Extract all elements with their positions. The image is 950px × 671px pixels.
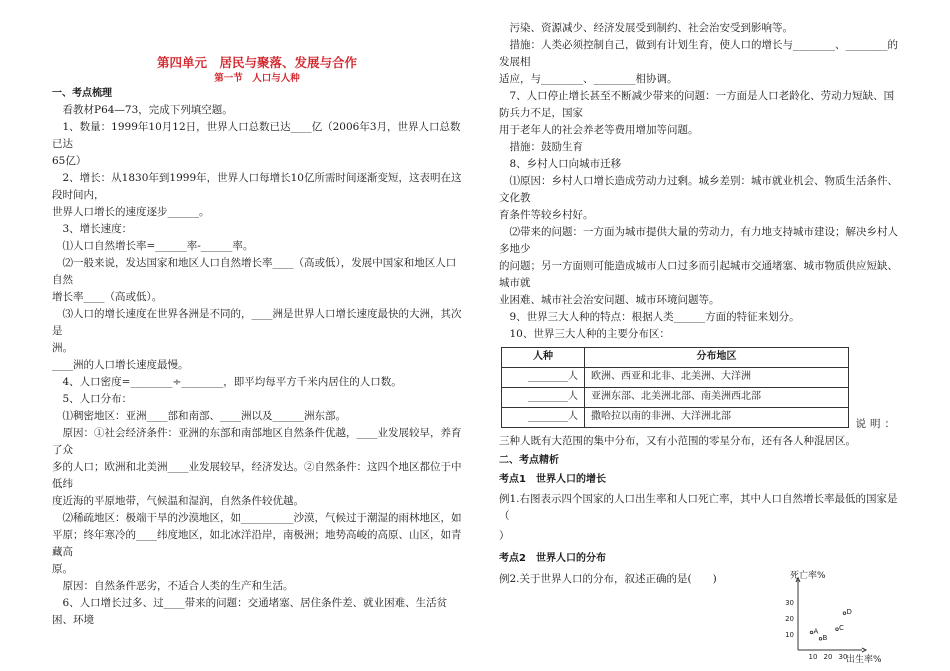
x-tick-label: 30 (838, 653, 848, 661)
text-line: 看教材P64—73，完成下列填空题。 (62, 104, 233, 117)
text-line: 1、数量：1999年10月12日，世界人口总数已达____亿（2006年3月，世界人口总数已达 (52, 121, 461, 151)
text-line: 7、人口停止增长甚至不断减少带来的问题：一方面是人口老龄化、劳动力短缺、国防兵力不足，国家 (499, 90, 895, 119)
left-column (52, 0, 462, 629)
text-line: 6、人口增长过多、过____带来的问题：交通堵塞、居住条件差、就业困难、生活贫困、环境 (52, 597, 448, 627)
text-line: ⑴原因：乡村人口增长造成劳动力过剩。城乡差别：城市就业机会、物质生活条件、文化教 (499, 175, 898, 204)
text-line: 4、人口密度=________÷________，即平均每平方千米内居住的人口数。 (62, 376, 402, 389)
text-line: 度近海的平原地带，气候温和湿润，自然条件较优越。 (52, 495, 304, 508)
text-line: 原。 (52, 563, 73, 576)
table-header-row (502, 348, 849, 368)
chart-axes (796, 578, 866, 652)
text-line: 3、增长速度： (62, 223, 133, 236)
note-label: 说明： (855, 418, 899, 430)
key-point-2: 考点2 世界人口的分布 (499, 553, 606, 565)
example-1-bracket: ） (499, 530, 510, 543)
text-line: 增长率____（高或低）。 (52, 291, 163, 304)
text-line: ⑵带来的问题：一方面为城市提供大量的劳动力，有力地支持城市建设；解决乡村人多地少 (499, 226, 898, 255)
chart-points (810, 608, 852, 642)
text-line: ⑵一般来说，发达国家和地区人口自然增长率____（高或低），发展中国家和地区人口自然 (52, 257, 457, 287)
data-point-label: B (822, 633, 828, 642)
text-line: 业困难、城市社会治安问题、城市环境问题等。 (499, 294, 720, 306)
text-line: ⑴人口自然增长率=______率-______率。 (62, 240, 254, 253)
table-row (502, 368, 849, 388)
table-cell-region: 撒哈拉以南的非洲、大洋洲北部 (585, 408, 849, 428)
right-column (499, 0, 899, 588)
x-tick-label: 10 (808, 653, 818, 661)
x-tick-label: 20 (823, 653, 833, 661)
text-line: 原因：自然条件恶劣，不适合人类的生产和生活。 (62, 580, 294, 593)
text-line: 措施：鼓励生育 (509, 141, 583, 153)
y-tick-label: 30 (785, 599, 794, 607)
text-line: 平原；终年寒冷的____纬度地区，如北冰洋沿岸，南极洲；地势高峻的高原、山区，如青藏高 (52, 529, 462, 559)
table-header-region: 分布地区 (585, 348, 849, 368)
data-point-a (810, 631, 813, 634)
table-cell-race: ________人 (502, 388, 585, 408)
data-point-label: A (813, 627, 819, 636)
data-point-label: C (839, 624, 844, 633)
text-line: 2、增长：从1830年到1999年，世界人口每增长10亿所需时间逐渐变短，这表明在这段时间内， (52, 172, 462, 202)
unit-title: 第四单元 居民与聚落、发展与合作 (156, 55, 357, 70)
data-point-label: D (846, 608, 852, 617)
text-line: ⑵稀疏地区：极端干旱的沙漠地区，如__________沙漠，气候过于潮湿的雨林地区，如 (62, 512, 462, 525)
right-text-body (499, 20, 899, 343)
section-subtitle: 第一节 人口与人种 (214, 73, 300, 84)
x-axis-label: 出生率% (846, 655, 882, 665)
table-cell-race: ________人 (502, 408, 585, 428)
x-axis-arrow (862, 648, 866, 652)
text-line: 65亿） (52, 155, 87, 168)
text-line: 的问题；另一方面则可能造成城市人口过多而引起城市交通堵塞、城市物质供应短缺、城市就 (499, 260, 898, 289)
table-header-race: 人种 (502, 348, 585, 368)
text-line: 原因：①社会经济条件：亚洲的东部和南部地区自然条件优越，____业发展较早，养育了众 (52, 427, 462, 457)
y-tick-label: 20 (785, 615, 794, 623)
y-tick-label: 10 (785, 631, 794, 639)
text-line: 10、世界三大人种的主要分布区： (509, 328, 670, 340)
text-line: ____洲的人口增长速度最慢。 (52, 359, 189, 372)
text-line: 5、人口分布： (62, 393, 133, 406)
text-line: 适应，与________、________相协调。 (499, 73, 678, 85)
text-line: 9、世界三大人种的特点：根据人类______方面的特征来划分。 (509, 311, 800, 323)
text-line: 世界人口增长的速度逐步______。 (52, 206, 210, 219)
heading-analysis: 二、考点精析 (499, 455, 559, 466)
text-line: 8、乡村人口向城市迁移 (509, 158, 622, 170)
example-1-question: 例1.右图表示四个国家的人口出生率和人口死亡率，其中人口自然增长率最低的国家是（ (499, 493, 898, 523)
birth-death-rate-chart (780, 570, 890, 671)
heading-outline: 一、考点梳理 (52, 88, 112, 99)
text-line: ⑶人口的增长速度在世界各洲是不同的，____洲是世界人口增长速度最快的大洲，其次是 (52, 308, 462, 338)
table-cell-region: 欧洲、西亚和北非、北美洲、大洋洲 (585, 368, 849, 388)
text-line: 用于老年人的社会养老等费用增加等问题。 (499, 124, 699, 136)
text-line: 洲。 (52, 342, 73, 355)
table-row (502, 388, 849, 408)
data-point-c (836, 628, 839, 631)
table-cell-region: 亚洲东部、北美洲北部、南美洲西北部 (585, 388, 849, 408)
text-line: ⑴稠密地区：亚洲____部和南部、____洲以及______洲东部。 (62, 410, 346, 423)
left-text-body (52, 102, 462, 629)
y-axis-label: 死亡率% (790, 571, 826, 581)
data-point-b (819, 638, 822, 641)
data-point-d (843, 612, 846, 615)
example-2-question: 例2.关于世界人口的分布，叙述正确的是( ) (499, 572, 717, 585)
table-cell-race: ________人 (502, 368, 585, 388)
text-line: 措施：人类必须控制自己，做到有计划生育，使人口的增长与________、________的发展相 (499, 39, 898, 68)
note-text: 三种人既有大范围的集中分布，又有小范围的零星分布，还有各人种混居区。 (499, 435, 856, 447)
text-line: 育条件等较乡村好。 (499, 209, 594, 221)
text-line: 污染、资源减少、经济发展受到制约、社会治安受到影响等。 (509, 22, 793, 34)
text-line: 多的人口；欧洲和北美洲____业发展较早，经济发达。②自然条件：这四个地区都位于中低纬 (52, 461, 462, 491)
key-point-1: 考点1 世界人口的增长 (499, 474, 606, 486)
